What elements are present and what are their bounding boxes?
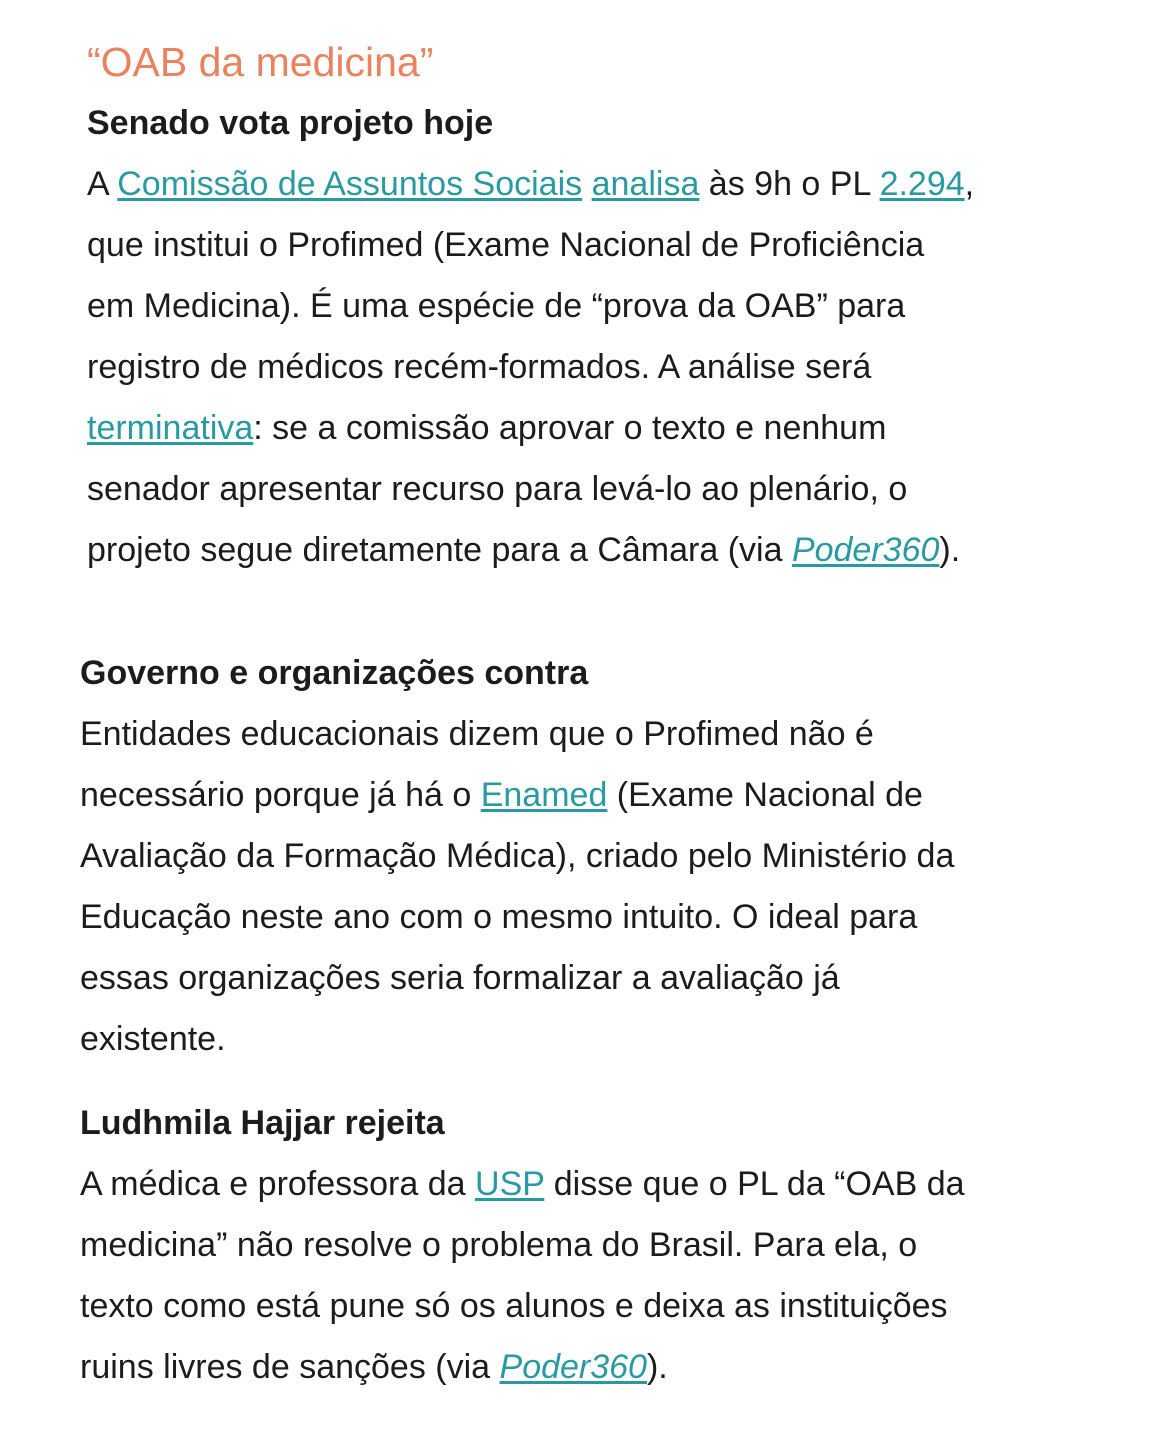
text-span: ,	[964, 165, 975, 203]
paragraph-line	[80, 1215, 965, 1276]
paragraph-line	[80, 1009, 954, 1070]
paragraph-line	[87, 520, 974, 581]
text-span: Entidades educacionais dizem que o Profimed não é	[80, 715, 874, 753]
text-span: Educação neste ano com o mesmo intuito. O ideal para	[80, 898, 918, 936]
text-span: essas organizações seria formalizar a avaliação já	[80, 959, 840, 997]
section-heading: Governo e organizações contra	[80, 654, 589, 692]
paragraph-line	[87, 276, 974, 337]
paragraph-line	[87, 215, 974, 276]
inline-link[interactable]: terminativa	[87, 409, 254, 447]
inline-link[interactable]: USP	[475, 1165, 545, 1203]
text-span: ).	[646, 1348, 668, 1386]
text-span: em Medicina). É uma espécie de “prova da OAB” para	[87, 287, 906, 325]
inline-link[interactable]: 2.294	[879, 165, 965, 203]
text-span: senador apresentar recurso para levá-lo ao plenário, o	[87, 470, 908, 508]
inline-link[interactable]: analisa	[591, 165, 700, 203]
section-paragraph	[80, 1154, 965, 1398]
text-span: medicina” não resolve o problema do Brasil. Para ela, o	[80, 1226, 918, 1264]
paragraph-line	[80, 887, 954, 948]
paragraph-line	[80, 826, 954, 887]
text-span: A	[87, 165, 118, 203]
text-span: ruins livres de sanções (via	[80, 1348, 500, 1386]
paragraph-line	[87, 459, 974, 520]
paragraph-line	[80, 704, 954, 765]
text-span: texto como está pune só os alunos e deixa as instituições	[80, 1287, 948, 1325]
text-span: disse que o PL da “OAB da	[544, 1165, 965, 1203]
text-span: existente.	[80, 1020, 226, 1058]
inline-link[interactable]: Comissão de Assuntos Sociais	[117, 165, 583, 203]
news-section	[87, 93, 974, 581]
news-section	[80, 1093, 965, 1398]
section-paragraph	[80, 704, 954, 1070]
text-span: : se a comissão aprovar o texto e nenhum	[253, 409, 887, 447]
paragraph-line	[80, 1154, 965, 1215]
inline-link[interactable]: Poder360	[791, 531, 940, 569]
paragraph-line	[87, 398, 974, 459]
paragraph-line	[80, 765, 954, 826]
text-span: projeto segue diretamente para a Câmara (via	[87, 531, 792, 569]
text-span	[582, 165, 591, 203]
paragraph-line	[80, 1276, 965, 1337]
section-paragraph	[87, 154, 974, 581]
news-section	[80, 643, 954, 1070]
section-heading: Senado vota projeto hoje	[87, 104, 494, 142]
text-span: ).	[939, 531, 961, 569]
text-span: necessário porque já há o	[80, 776, 481, 814]
paragraph-line	[87, 154, 974, 215]
paragraph-line	[87, 337, 974, 398]
inline-link[interactable]: Poder360	[499, 1348, 647, 1386]
paragraph-line	[80, 1337, 965, 1398]
inline-link[interactable]: Enamed	[480, 776, 608, 814]
text-span: registro de médicos recém-formados. A análise será	[87, 348, 872, 386]
section-heading: Ludhmila Hajjar rejeita	[80, 1104, 445, 1142]
text-span: (Exame Nacional de	[607, 776, 923, 814]
text-span: Avaliação da Formação Médica), criado pelo Ministério da	[80, 837, 955, 875]
article-title: “OAB da medicina”	[87, 39, 434, 85]
paragraph-line	[80, 948, 954, 1009]
text-span: que institui o Profimed (Exame Nacional de Proficiência	[87, 226, 925, 264]
text-span: A médica e professora da	[80, 1165, 476, 1203]
text-span: às 9h o PL	[699, 165, 880, 203]
